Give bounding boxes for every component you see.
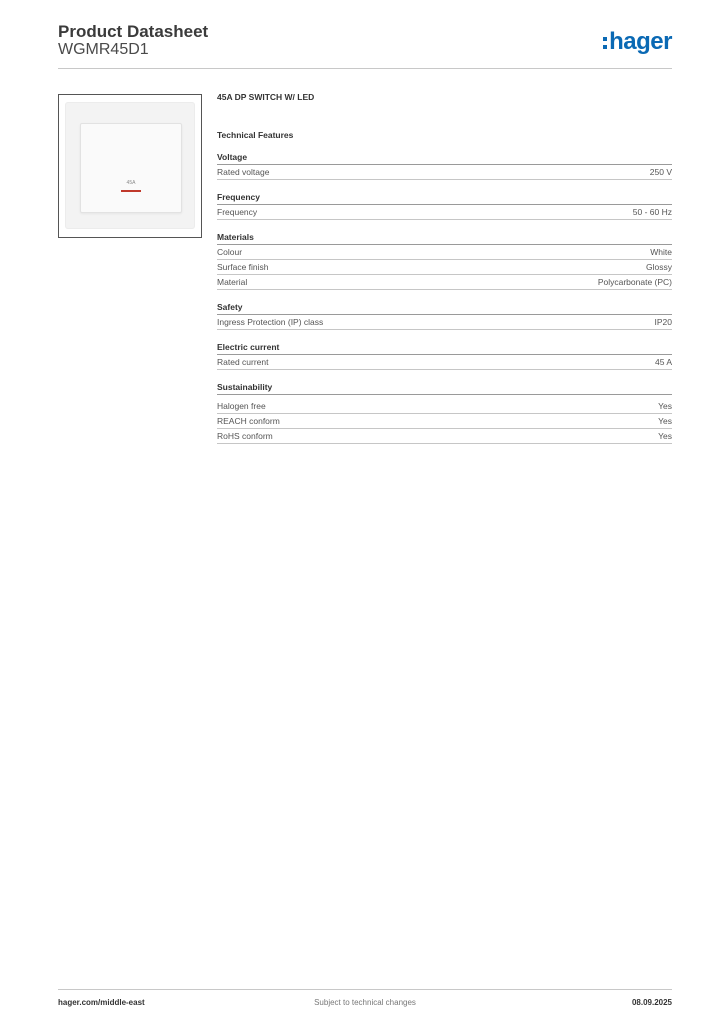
technical-content — [217, 92, 672, 444]
footer-divider — [58, 989, 672, 990]
spec-row — [217, 245, 672, 260]
page-header — [58, 20, 672, 70]
spec-key: Rated current — [217, 357, 269, 367]
spec-row — [217, 399, 672, 414]
section-title: Sustainability — [217, 382, 672, 395]
logo-dots-icon — [603, 35, 607, 51]
spec-value: Yes — [658, 431, 672, 441]
spec-key: Colour — [217, 247, 243, 257]
spec-value: IP20 — [654, 317, 672, 327]
section-title: Electric current — [217, 342, 672, 355]
product-image — [58, 94, 202, 238]
spec-row — [217, 165, 672, 180]
spec-key: Surface finish — [217, 262, 269, 272]
spec-value: 250 V — [649, 167, 672, 177]
spec-row — [217, 429, 672, 444]
section-voltage — [217, 152, 672, 180]
spec-key: REACH conform — [217, 416, 280, 426]
spec-row — [217, 205, 672, 220]
spec-key: Rated voltage — [217, 167, 270, 177]
section-electric-current — [217, 342, 672, 370]
spec-value: Yes — [658, 416, 672, 426]
spec-row — [217, 414, 672, 429]
product-code: WGMR45D1 — [58, 41, 149, 58]
document-title: Product Datasheet — [58, 22, 209, 41]
switch-rating-label: 45A — [126, 180, 136, 186]
spec-key: Material — [217, 277, 248, 287]
product-name: 45A DP SWITCH W/ LED — [217, 92, 315, 102]
section-title: Safety — [217, 302, 672, 315]
logo-text: hager — [609, 28, 672, 55]
footer-note: Subject to technical changes — [314, 998, 416, 1007]
spec-key: Frequency — [217, 207, 258, 217]
spec-row — [217, 315, 672, 330]
switch-plate — [65, 102, 195, 229]
header-divider — [58, 68, 672, 69]
spec-row — [217, 260, 672, 275]
spec-value: 50 - 60 Hz — [632, 207, 672, 217]
spec-row — [217, 355, 672, 370]
section-title: Materials — [217, 232, 672, 245]
spec-key: Halogen free — [217, 401, 266, 411]
spec-value: Polycarbonate (PC) — [597, 277, 672, 287]
section-safety — [217, 302, 672, 330]
switch-rocker — [80, 123, 182, 213]
section-materials — [217, 232, 672, 290]
section-sustainability — [217, 382, 672, 444]
spec-row — [217, 275, 672, 290]
spec-value: White — [650, 247, 672, 257]
spec-value: Glossy — [646, 262, 672, 272]
footer-website-link[interactable]: hager.com/middle-east — [58, 998, 145, 1007]
technical-features-heading: Technical Features — [217, 130, 294, 140]
section-frequency — [217, 192, 672, 220]
spec-key: RoHS conform — [217, 431, 273, 441]
spec-key: Ingress Protection (IP) class — [217, 317, 324, 327]
section-title: Frequency — [217, 192, 672, 205]
spec-value: Yes — [658, 401, 672, 411]
footer-date: 08.09.2025 — [631, 998, 672, 1007]
led-indicator — [121, 190, 141, 192]
spec-value: 45 A — [654, 357, 672, 367]
section-title: Voltage — [217, 152, 672, 165]
hager-logo — [603, 28, 672, 56]
